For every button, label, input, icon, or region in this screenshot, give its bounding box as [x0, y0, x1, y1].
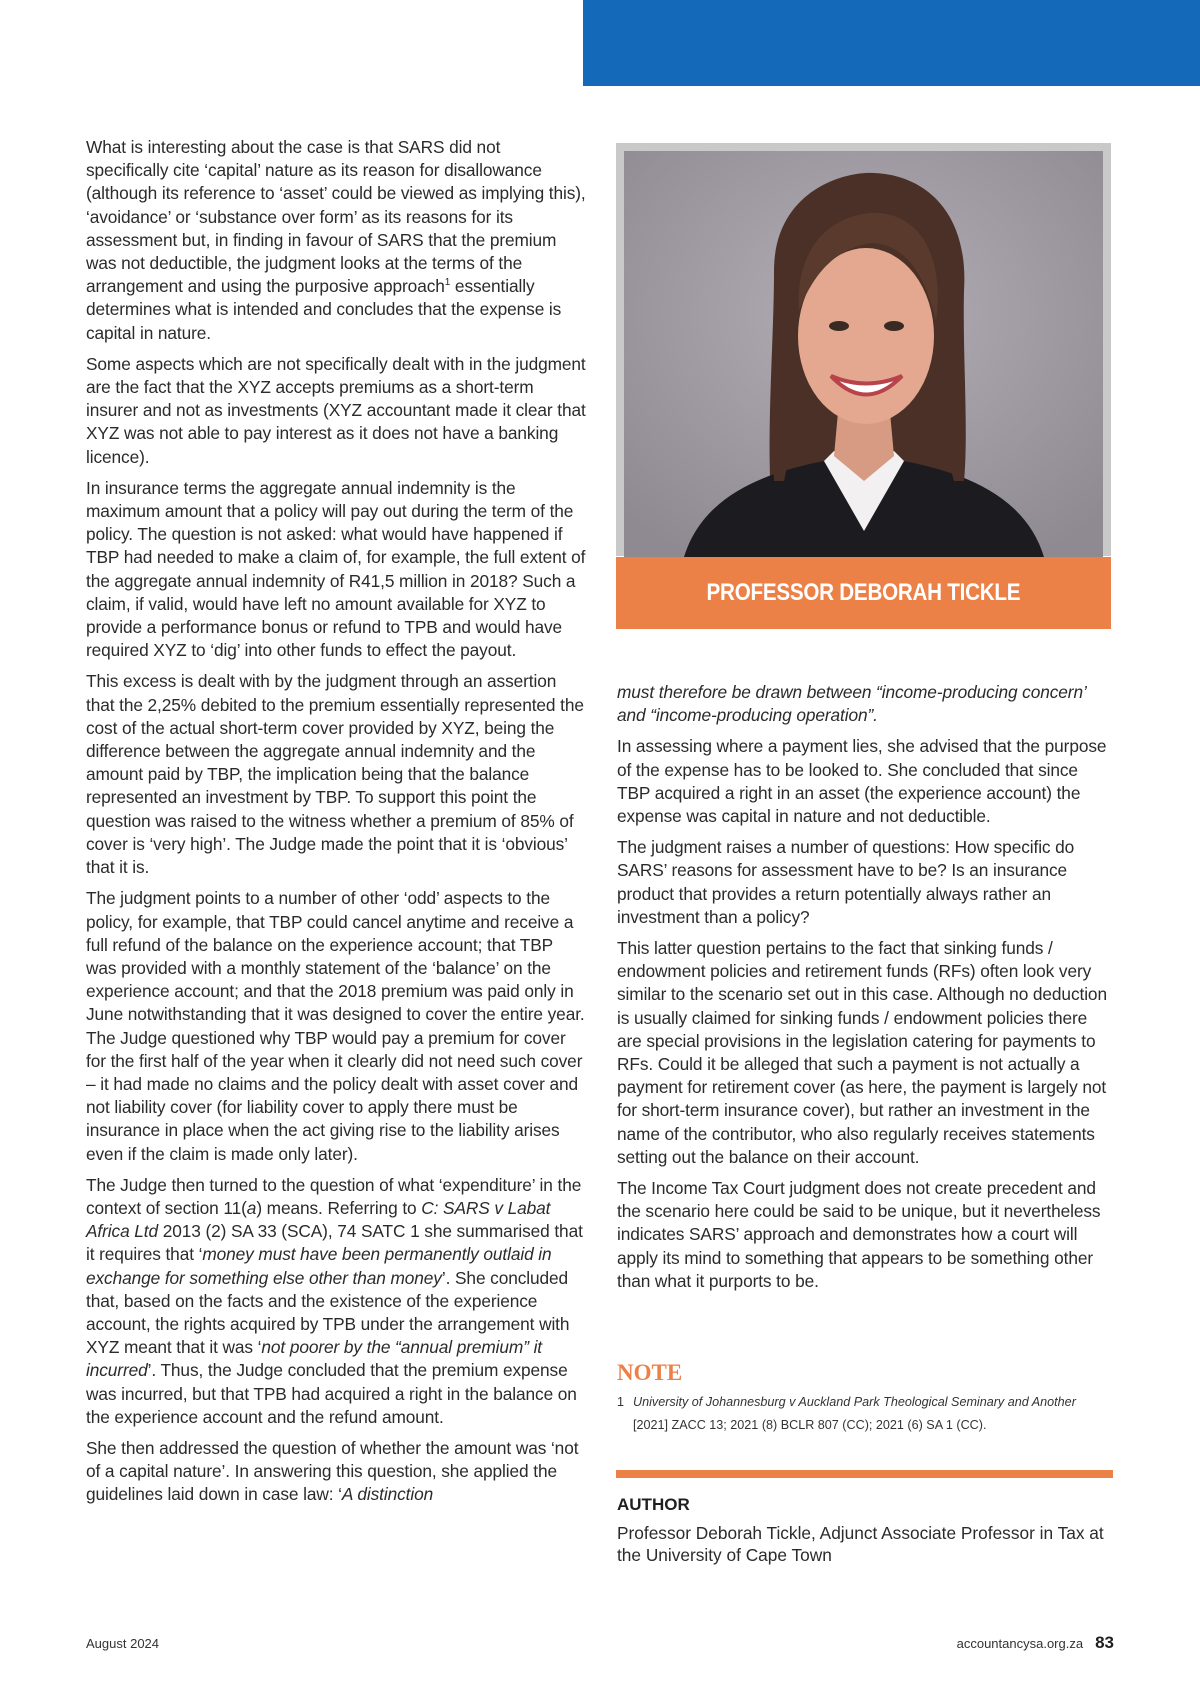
author-portrait-photo	[624, 151, 1103, 557]
footnote-case: University of Johannesburg v Auckland Park Theological Seminary and Another	[633, 1395, 1076, 1409]
footer-right	[957, 1633, 1114, 1653]
paragraph: This excess is dealt with by the judgment through an assertion that the 2,25% debited to the premium essentially represented the cost of the actual short-term cover provided by XYZ, being the difference between the aggregate annual indemnity and the amount paid by TBP, the implication being that the balance represented an investment by TBP. To support this point the question was raised to the witness whether a premium of 85% of cover is ‘very high’. The Judge made the point that it is ‘obvious’ that it is.	[86, 671, 584, 878]
paragraph: In assessing where a payment lies, she advised that the purpose of the expense has to be looked to. She concluded that since TBP acquired a right in an asset (the experience account) the expense was capital in nature and not deductible.	[617, 736, 1107, 827]
paragraph: must therefore be drawn between “income-producing concern’ and “income-producing operation”.	[617, 682, 1086, 726]
author-divider	[616, 1470, 1113, 1478]
footnote-number: 1	[617, 1395, 625, 1409]
footer-site-link[interactable]: accountancysa.org.za	[956, 1636, 1084, 1651]
header-color-band	[583, 0, 1200, 86]
note-heading: NOTE	[617, 1360, 683, 1385]
paragraph: What is interesting about the case is that SARS did not specifically cite ‘capital’ nature as its reason for disallowance (although its reference to ‘asset’ could be viewed as implying this), ‘avoidance’ or ‘substance over form’ as its reasons for its assessment but, in finding in favour of SARS that the premium was not deductible, the judgment looks at the terms of the arrangement and using the purposive approach$^1$ essentially determines what is intended and concludes that the expense is capital in nature.	[86, 137, 586, 343]
paragraph: This latter question pertains to the fact that sinking funds / endowment policies and retirement funds (RFs) often look very similar to the scenario set out in this case. Although no deduction is usually claimed for sinking funds / endowment policies there are special provisions in the legislation catering for payments to RFs. Could it be alleged that such a payment is not actually a payment for retirement cover (as here, the payment is largely not for short-term insurance cover), but rather an investment in the name of the contributor, who also regularly receives statements setting out the balance on their account.	[617, 938, 1107, 1167]
paragraph: The judgment raises a number of questions: How specific do SARS’ reasons for assessment have to be? Is an insurance product that provides a return potentially always rather an investment than a policy?	[617, 837, 1075, 927]
footnote-citation: [2021] ZACC 13; 2021 (8) BCLR 807 (CC); 2021 (6) SA 1 (CC).	[633, 1418, 987, 1432]
quote: not poorer by the “annual premium” it incurred	[86, 1337, 543, 1381]
case-citation: C: SARS v Labat Africa Ltd	[86, 1197, 551, 1242]
article-left-column	[86, 136, 586, 1515]
paragraph: The Income Tax Court judgment does not create precedent and the scenario here could be said to be unique, but it nevertheless indicates SARS’ approach and demonstrates how a court will apply its mind to something that appears to be something other than what it purports to be.	[617, 1178, 1101, 1291]
paragraph: She then addressed the question of whether the amount was ‘not of a capital nature’. In answering this question, she applied the guidelines laid down in case law: ‘A distinction	[86, 1437, 579, 1505]
author-name-caption: PROFESSOR DEBORAH TICKLE	[616, 557, 1111, 629]
paragraph: The Judge then turned to the question of what ‘expenditure’ in the context of section 11(a) means. Referring to C: SARS v Labat Africa Ltd 2013 (2) SA 33 (SCA), 74 SATC 1 she summarised that it requires that ‘money must have been permanently outlaid in exchange for something else other than money’. She concluded that, based on the facts and the existence of the experience account, the rights acquired by TPB under the arrangement with XYZ meant that it was ‘not poorer by the “annual premium” it incurred’. Thus, the Judge concluded that the premium expense was incurred, but that TPB had acquired a right in the balance on the experience account and the refund amount.	[86, 1174, 583, 1427]
paragraph: The judgment points to a number of other ‘odd’ aspects to the policy, for example, that TBP could cancel anytime and receive a full refund of the balance on the experience account; that TBP was provided with a monthly statement of the ‘balance’ on the experience account; and that the 2018 premium was paid only in June notwithstanding that it was designed to cover the entire year. The Judge questioned why TBP would pay a premium for cover for the first half of the year when it clearly did not need such cover – it had made no claims and the policy dealt with asset cover and not liability cover (for liability cover to apply there must be insurance in place when the act giving rise to the liability arises even if the claim is made only later).	[86, 888, 585, 1164]
article-right-column	[617, 681, 1112, 1301]
author-heading: AUTHOR	[617, 1495, 690, 1514]
paragraph: In insurance terms the aggregate annual indemnity is the maximum amount that a policy will pay out during the term of the policy. The question is not asked: what would have happened if TBP had needed to make a claim of, for example, the full extent of the aggregate annual indemnity of R41,5 million in 2018? Such a claim, if valid, would have left no amount available for XYZ to provide a performance bonus or refund to TPB and would have required XYZ to ‘dig’ into other funds to effect the payout.	[86, 477, 586, 661]
author-photo-frame	[616, 143, 1111, 556]
footnote	[617, 1391, 1112, 1437]
portrait-illustration	[624, 151, 1103, 557]
paragraph: Some aspects which are not specifically dealt with in the judgment are the fact that the XYZ accepts premiums as a short-term insurer and not as investments (XYZ accountant made it clear that XYZ was not able to pay interest as it does not have a banking licence).	[86, 353, 586, 467]
author-bio: Professor Deborah Tickle, Adjunct Associate Professor in Tax at the University of Cape Town	[617, 1523, 1104, 1565]
quote: money must have been permanently outlaid in exchange for something else other than money	[86, 1244, 552, 1288]
footer-date: August 2024	[86, 1636, 160, 1651]
page-number: 83	[1095, 1633, 1114, 1652]
footnote-ref: 1	[444, 277, 451, 289]
